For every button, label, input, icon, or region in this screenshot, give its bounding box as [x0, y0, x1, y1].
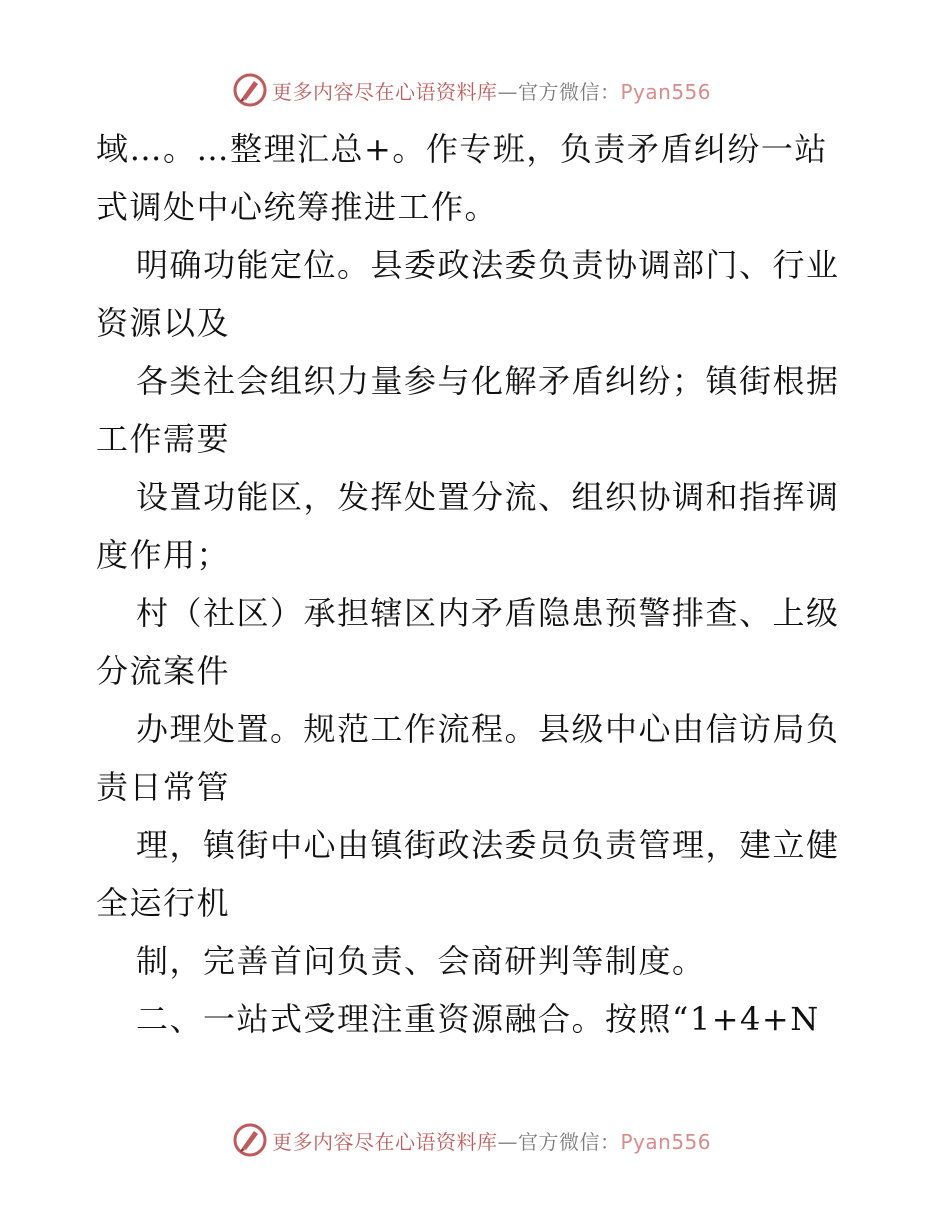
watermark-id: Pyan556: [620, 79, 712, 104]
text-line: 资源以及: [96, 304, 231, 342]
watermark-dash: —: [497, 1129, 518, 1154]
text-line: 度作用；: [96, 536, 231, 574]
text-line: 责日常管: [96, 768, 231, 806]
watermark-main-text: 更多内容尽在心语资料库: [272, 1129, 498, 1154]
watermark-label: 官方微信：: [518, 1129, 621, 1154]
text-line: 村（社区）承担辖区内矛盾隐患预警排查、上级: [136, 594, 840, 632]
text-line: 式调处中心统筹推进工作。: [96, 188, 499, 226]
quill-pen-logo-icon: [232, 1122, 268, 1158]
quill-pen-logo-icon: [232, 72, 268, 108]
footer-watermark: [232, 1122, 711, 1158]
text-line: 明确功能定位。县委政法委负责协调部门、行业: [136, 246, 840, 284]
watermark-main-text: 更多内容尽在心语资料库: [272, 79, 498, 104]
text-line: 理，镇街中心由镇街政法委员负责管理，建立健: [136, 826, 840, 864]
text-line: 域…。…整理汇总+。作专班，负责矛盾纠纷一站: [96, 130, 828, 168]
text-line: 全运行机: [96, 884, 231, 922]
text-line: 设置功能区，发挥处置分流、组织协调和指挥调: [136, 478, 840, 516]
text-line: 制，完善首问负责、会商研判等制度。: [136, 942, 706, 980]
watermark-id: Pyan556: [620, 1129, 712, 1154]
text-line: 分流案件: [96, 652, 231, 690]
header-watermark: [232, 72, 711, 108]
text-line: 工作需要: [96, 420, 231, 458]
text-line: 各类社会组织力量参与化解矛盾纠纷；镇街根据: [136, 362, 840, 400]
text-line: 二、一站式受理注重资源融合。按照“1+4+N: [136, 1000, 820, 1038]
watermark-dash: —: [497, 79, 518, 104]
document-body: [96, 120, 856, 1048]
watermark-label: 官方微信：: [518, 79, 621, 104]
text-line: 办理处置。规范工作流程。县级中心由信访局负: [136, 710, 840, 748]
